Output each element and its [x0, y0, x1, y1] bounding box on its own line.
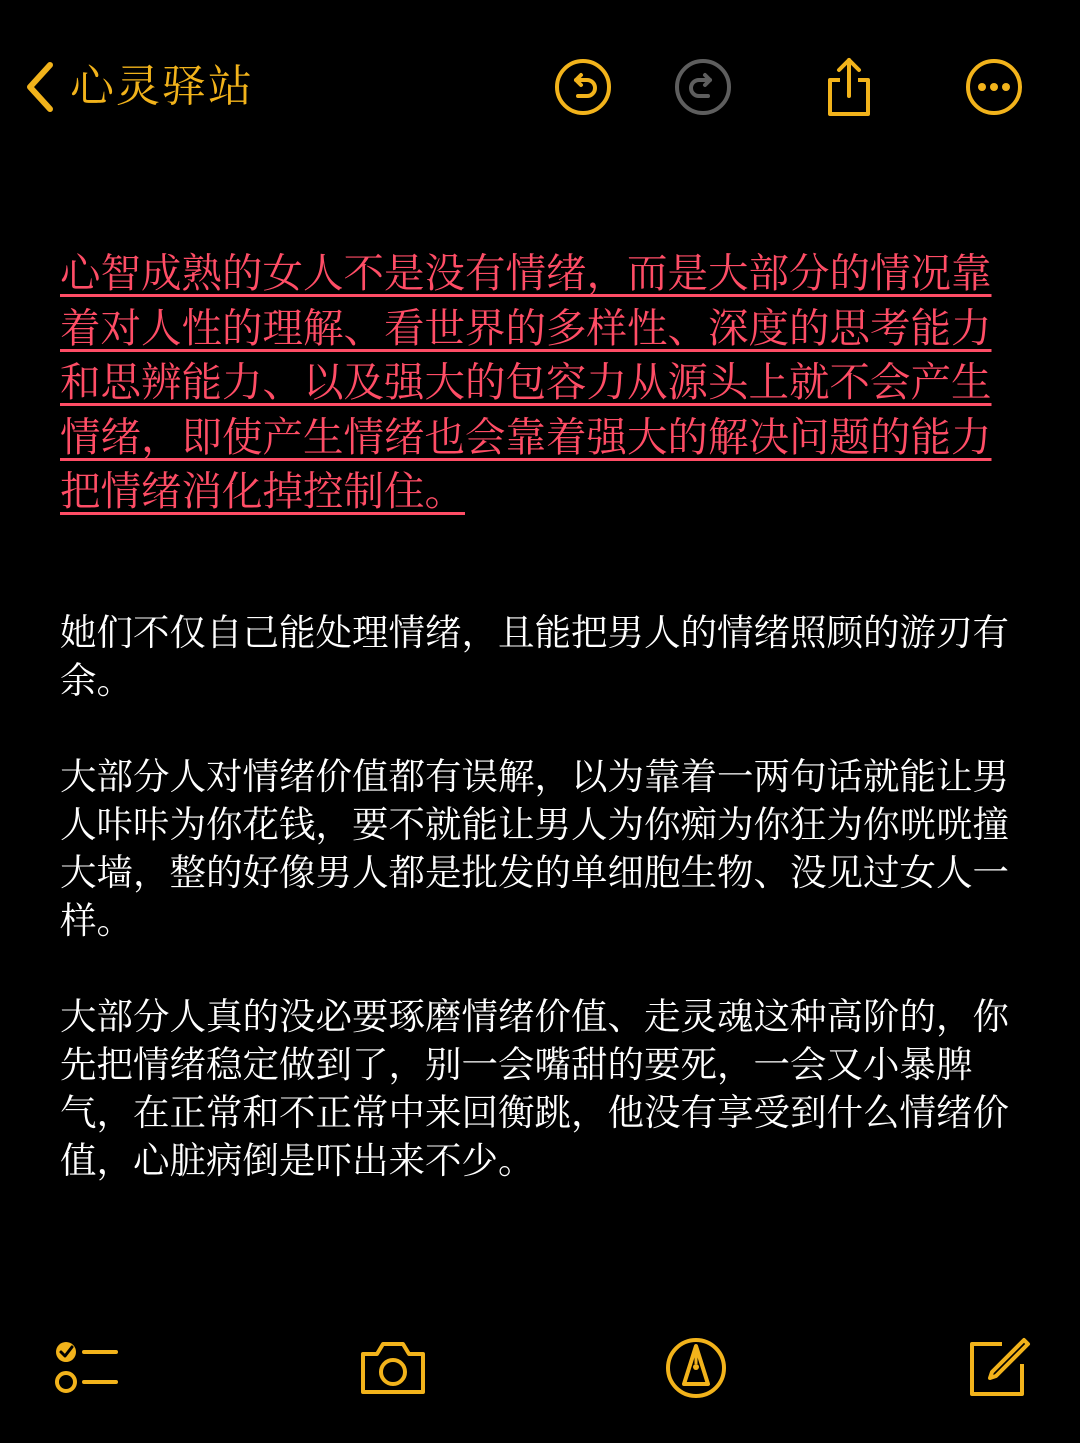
redo-icon — [672, 56, 734, 118]
undo-button[interactable] — [552, 56, 614, 118]
share-button[interactable] — [818, 56, 880, 118]
undo-icon — [552, 56, 614, 118]
navigation-bar — [0, 0, 1080, 175]
camera-button[interactable] — [357, 1332, 429, 1404]
compose-button[interactable] — [962, 1332, 1034, 1404]
more-icon — [963, 56, 1025, 118]
share-icon — [818, 56, 880, 118]
more-button[interactable] — [963, 56, 1025, 118]
camera-icon — [357, 1332, 429, 1404]
back-label: 心灵驿站 — [70, 61, 254, 112]
highlighted-paragraph: 心智成熟的女人不是没有情绪，而是大部分的情况靠着对人性的理解、看世界的多样性、深度的思考能力和思辨能力、以及强大的包容力从源头上就不会产生情绪，即使产生情绪也会靠着强大的解决问题的能力把情绪消化掉控制住。 — [60, 249, 992, 515]
bottom-toolbar — [0, 1320, 1080, 1420]
note-paragraph: 大部分人对情绪价值都有误解，以为靠着一两句话就能让男人咔咔为你花钱，要不就能让男人为你痴为你狂为你咣咣撞大墙，整的好像男人都是批发的单细胞生物、没见过女人一样。 — [60, 754, 1009, 942]
compose-icon — [962, 1332, 1034, 1404]
note-paragraph: 她们不仅自己能处理情绪，且能把男人的情绪照顾的游刃有余。 — [60, 610, 1009, 702]
back-button[interactable] — [22, 52, 254, 122]
markup-pen-icon — [660, 1332, 732, 1404]
chevron-left-icon — [22, 59, 56, 115]
checklist-button[interactable] — [48, 1332, 120, 1404]
markup-button[interactable] — [660, 1332, 732, 1404]
note-body[interactable] — [60, 246, 1020, 1185]
note-paragraph: 大部分人真的没必要琢磨情绪价值、走灵魂这种高阶的，你先把情绪稳定做到了，别一会嘴甜的要死，一会又小暴脾气，在正常和不正常中来回衡跳，他没有享受到什么情绪价值，心脏病倒是吓出来不少。 — [60, 994, 1009, 1182]
redo-button[interactable] — [672, 56, 734, 118]
checklist-icon — [48, 1332, 120, 1404]
